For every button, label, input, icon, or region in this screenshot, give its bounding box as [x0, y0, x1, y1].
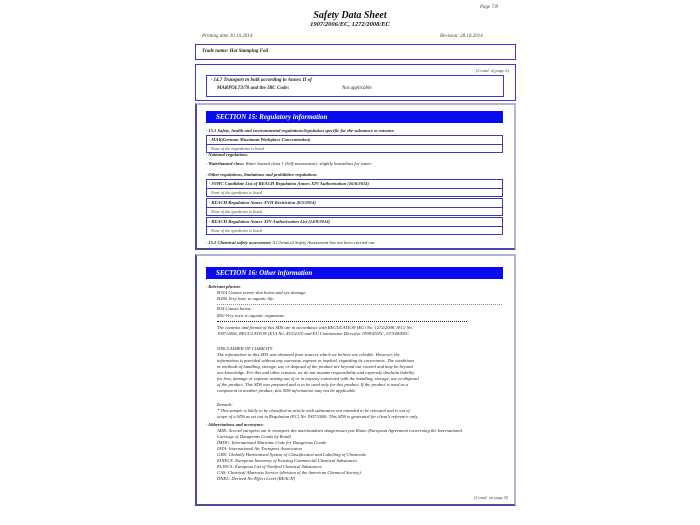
- list-value: None of the igredients is listed: [211, 190, 262, 195]
- list-title: · SVHC Candidate List of REACH Regulation Annex XIV Authorisation (16/6/2014): [207, 180, 502, 189]
- remark-line: scope of a SDS as set out in Regulation (EC) No 1907/2006. This SDS is generated for client's reference only.: [217, 414, 419, 419]
- list-value: None of the igredients is listed: [211, 209, 262, 214]
- disclaimer-line: or methods of handling, storage, use or disposal of the product are beyond our control and may be beyond: [217, 364, 413, 369]
- abbreviation-item: IATA: International Air Transport Association: [217, 446, 302, 451]
- disclaimer-line: The information in this SDS was obtained from sources which we believe are reliable. However, the: [217, 352, 400, 357]
- star-divider: [217, 321, 467, 322]
- other-regulations: · Other regulations, limitations and prohibitive regulations: [206, 172, 317, 177]
- relevant-phrases-heading: · Relevant phrases: [206, 284, 241, 289]
- mak-title: · MAK(German Maximum Workplace Concentration): [207, 136, 502, 145]
- abbreviation-item: DNEL: Derived No-Effect Level (REACH): [217, 476, 296, 481]
- remark-title: Remark:: [217, 402, 233, 407]
- contents-line-1: The contents and format of this SDS are in accordance with REGULATION (EC) No. 1272/2008, (EC) No.: [217, 325, 414, 330]
- section-15-header: SECTION 15: Regulatory information: [206, 111, 503, 123]
- reach-xvii-box: [206, 198, 503, 216]
- continued-note: (Contd. of page 6): [476, 68, 509, 73]
- phrase-r50: R50 Very toxic to aquatic organisms.: [217, 313, 285, 318]
- csa-value: A Chemical Safety Assessment has not been carried out.: [272, 240, 376, 245]
- reach-xiv-box: [206, 217, 503, 235]
- trade-name: Trade name: Hot Stamping Foil: [202, 49, 269, 54]
- disclaimer-line: for loss, damage or expense arising out of or in anyway connected with the handling, storage, use or disposal: [217, 376, 419, 381]
- document-title: Safety Data Sheet: [313, 10, 387, 21]
- phrase-h400: H400 Very toxic to aquatic life.: [217, 296, 275, 301]
- continued-on-note: (Contd. on page 8): [474, 495, 508, 500]
- water-hazard-label: · Waterhazard class:: [206, 161, 245, 166]
- national-regulations: · National regulations: [206, 152, 248, 157]
- abbreviation-item: EINECS: European Inventory of Existing Commercial Chemical Substances: [217, 458, 357, 463]
- water-hazard-value: Water hazard class 1 (Self-assessment): slightly hazardous for water.: [245, 161, 372, 166]
- transport-bulk-value: Not applicable.: [342, 86, 373, 91]
- abbreviations-heading: · Abbreviations and acronyms:: [206, 422, 264, 427]
- trade-name-box: [195, 44, 516, 60]
- section-15-box: [195, 103, 516, 250]
- phrase-r34: R34 Causes burns.: [217, 306, 252, 311]
- phrase-h314: H314 Causes severe skin burns and eye damage.: [217, 290, 307, 295]
- document-subtitle: 1907/2006/EC, 1272/2008/EC: [310, 21, 390, 28]
- transport-bulk-label-1: · 14.7 Transport in bulk according to Annex II of: [211, 78, 312, 83]
- disclaimer-line: component in another product, this SDS information may not be applicable.: [217, 388, 357, 393]
- revision-date: Revision: 28.10.2014: [440, 34, 483, 39]
- section-14-box: [195, 64, 516, 101]
- section-16-header: SECTION 16: Other information: [206, 267, 503, 279]
- list-title: · REACH Regulation Annex XVII Restriction (8/5/2014): [207, 199, 502, 208]
- mak-box: [206, 135, 503, 153]
- transport-bulk-label-2: MARPOL73/78 and the IBC Code:: [217, 86, 290, 91]
- remark-line: * This sample is likely to be classified as article with substances not intended to be released and is out of: [217, 408, 410, 413]
- list-title: · REACH Regulation Annex XIV Authorisation List (14/8/2014): [207, 218, 502, 227]
- csa-label: · 15.2 Chemical safety assessment:: [206, 240, 272, 245]
- abbreviation-item: Carriage of Dangerous Goods by Road): [217, 434, 291, 439]
- section-16-box: [195, 254, 516, 506]
- abbreviation-item: IMDG: International Maritime Code for Dangerous Goods: [217, 440, 327, 445]
- list-value: None of the igredients is listed: [211, 228, 262, 233]
- abbreviation-item: GHS: Globally Harmonised System of Classification and Labelling of Chemicals: [217, 452, 366, 457]
- printing-date: Printing date 30.10.2014: [202, 34, 253, 39]
- regulations-heading: · 15.1 Safety, health and environmental regulations/legislation specific for the substance or mixture: [206, 128, 395, 133]
- contents-line-2: 1907/2006, REGULATION (EU) No. 453/2010 and EU Commission Directive 1999/45/EC, 67/548/EEC.: [217, 331, 411, 336]
- chemical-safety-assessment: [206, 240, 375, 245]
- water-hazard-class: [206, 161, 372, 166]
- abbreviation-item: CAS: Chemical Abstracts Service (division of the American Chemical Society): [217, 470, 361, 475]
- svhc-box: [206, 179, 503, 197]
- abbreviation-item: ELINCS: European List of Notified Chemical Substances: [217, 464, 322, 469]
- divider: [217, 304, 502, 305]
- disclaimer-title: DISCLAIMER OF LIABILITY: [217, 346, 273, 351]
- transport-bulk-box: [206, 75, 504, 97]
- abbreviation-item: ADR: Accord européen sur le transport des marchandises dangereuses par Route (European Agreement concerning the International: [217, 428, 462, 433]
- disclaimer-line: our knowledge. For this and other reasons, we do not assume responsibility and expressly disclaim liability: [217, 370, 415, 375]
- disclaimer-line: of the product. This SDS was prepared and is to be used only for this product. If the product is used as a: [217, 382, 409, 387]
- disclaimer-line: information is provided without any warranty, express or implied, regarding its correctness. The conditions: [217, 358, 415, 363]
- page-number: Page 7/8: [480, 5, 498, 10]
- mak-value: None of the ingredients is listed.: [211, 146, 266, 151]
